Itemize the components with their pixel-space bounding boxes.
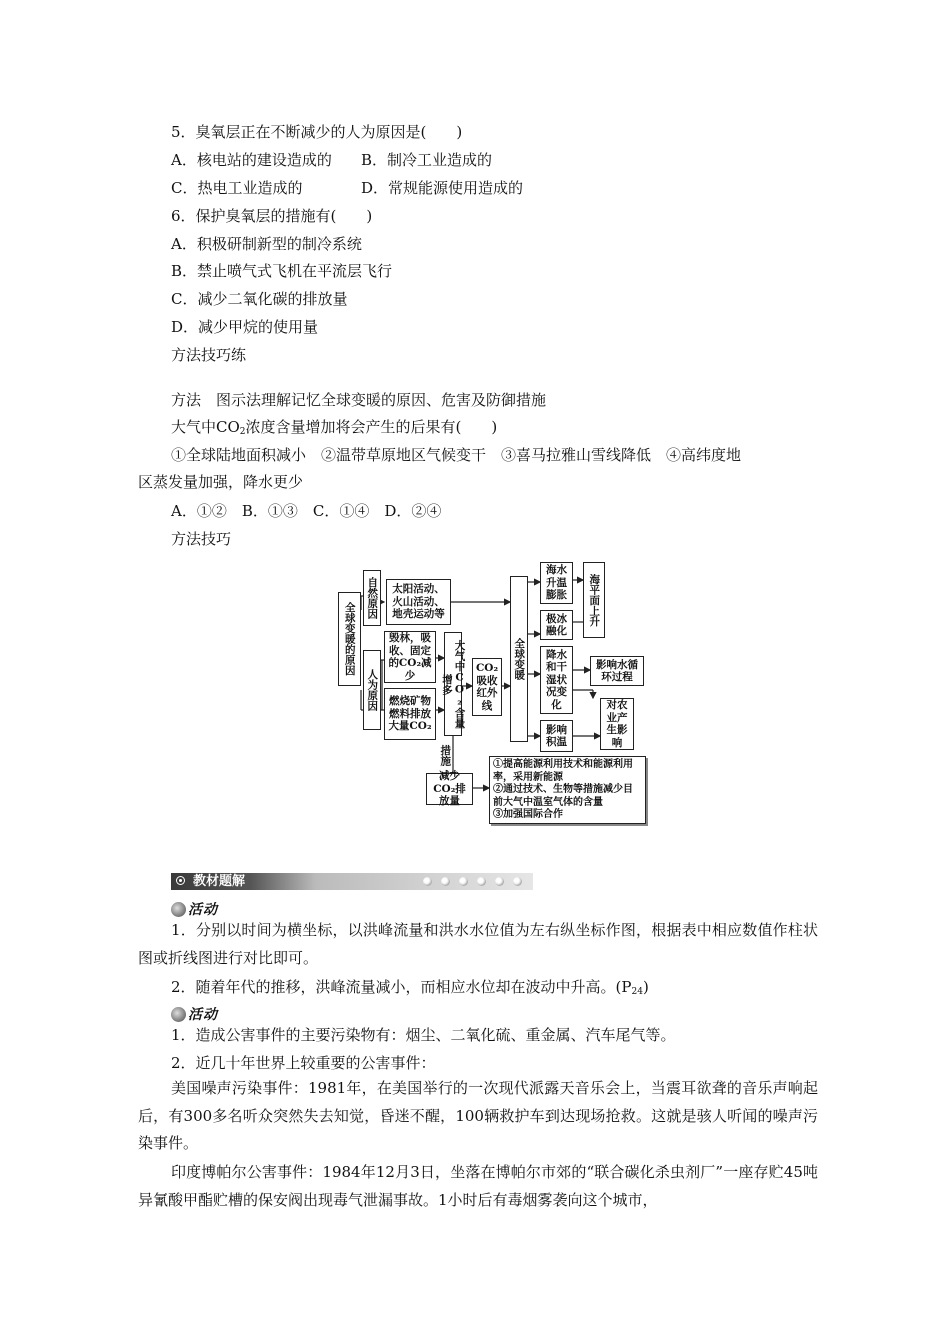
activity-label: 活动: [171, 1005, 218, 1023]
q6-option-c: C．减少二氧化碳的排放量: [171, 290, 348, 308]
dot-icon: [477, 877, 486, 886]
question-5: 5．臭氧层正在不断减少的人为原因是( ): [171, 123, 463, 141]
bhopal-event: 印度博帕尔公害事件：1984年12月3日，坐落在博帕尔市郊的“联合碳化杀虫剂厂”一座存贮45吨异氰酸甲酯贮槽的保安阀出现毒气泄漏事故。1小时后有毒烟雾袭向这个城市，: [138, 1163, 818, 1209]
section-bar: [171, 873, 533, 890]
method-choices: A．①② B．①③ C．①④ D．②④: [171, 502, 442, 520]
method-tips-label: 方法技巧: [171, 530, 232, 548]
section-title: 教材题解: [193, 874, 246, 889]
box-natural-causes: 自然原因: [363, 570, 381, 626]
box-global-causes: 全球变暖的原因: [338, 592, 361, 686]
q6-option-a: A．积极研制新型的制冷系统: [171, 235, 362, 253]
dot-icon: [513, 877, 522, 886]
box-seawater-expansion: 海水升温膨胀: [540, 562, 573, 604]
method-title: 方法 图示法理解记忆全球变暖的原因、危害及防御措施: [171, 391, 547, 409]
activity-label: 活动: [171, 900, 218, 918]
label-measures: 措施: [439, 744, 452, 766]
method-heading: 方法技巧练: [171, 346, 247, 364]
noise-pollution-event: 美国噪声污染事件：1981年，在美国举行的一次现代派露天音乐会上，当震耳欲聋的音乐声响起后，有300多名听众突然失去知觉，昏迷不醒，100辆救护车到达现场抢救。这就是骇人听闻的噪声污染事件。: [138, 1079, 818, 1152]
measure-3: ③加强国际合作: [493, 809, 563, 820]
box-sea-level-rise: 海平面上升: [583, 562, 605, 638]
box-polar-ice-melt: 极冰融化: [540, 610, 573, 640]
box-reduce-co2: 减少CO₂排放量: [426, 773, 473, 805]
q5-option-b: B．制冷工业造成的: [361, 151, 493, 169]
method-options-line2: 区蒸发量加强，降水更少: [138, 473, 304, 491]
box-deforestation: 毁林，吸收、固定的CO₂减少: [384, 631, 436, 683]
q5-option-a: A．核电站的建设造成的: [171, 151, 332, 169]
dot-icon: [495, 877, 504, 886]
activity-icon: [171, 902, 186, 917]
box-measures-list: [489, 756, 646, 824]
q6-option-d: D．减少甲烷的使用量: [171, 318, 319, 336]
box-water-cycle: 影响水循环过程: [590, 656, 644, 686]
method-options-line1: ①全球陆地面积减小 ②温带草原地区气候变干 ③喜马拉雅山雪线降低 ④高纬度地: [171, 446, 742, 464]
box-agriculture-impact: 对农业产生影响: [600, 698, 634, 750]
dot-icon: [423, 877, 432, 886]
global-warming-diagram: [338, 560, 650, 830]
q5-option-d: D．常规能源使用造成的: [361, 179, 524, 197]
measure-1: ①提高能源利用技术和能源利用率，采用新能源: [493, 759, 633, 783]
q5-option-c: C．热电工业造成的: [171, 179, 303, 197]
pollution-answer-1: 1．造成公害事件的主要污染物有：烟尘、二氧化硫、重金属、汽车尾气等。: [171, 1026, 676, 1044]
box-human-causes: 人为原因: [363, 650, 381, 730]
dot-icon: [459, 877, 468, 886]
question-6: 6．保护臭氧层的措施有( ): [171, 207, 373, 225]
dot-icon: [441, 877, 450, 886]
box-precipitation-change: 降水和干湿状况变化: [540, 646, 573, 714]
circle-bullet-icon: [176, 876, 185, 885]
box-natural-factors: 太阳活动、火山活动、地壳运动等: [386, 579, 451, 625]
method-question: 大气中$CO_2$浓度含量增加将会产生的后果有( ): [171, 418, 498, 437]
answer-1: 1．分别以时间为横坐标，以洪峰流量和洪水水位值为左右纵坐标作图，根据表中相应数值作柱状图或折线图进行对比即可。: [138, 921, 818, 967]
answer-2: 2．随着年代的推移，洪峰流量减小，而相应水位却在波动中升高。$(P_{24})$: [171, 978, 649, 997]
activity-icon: [171, 1007, 186, 1022]
box-burning-fuels: 燃烧矿物燃料排放大量CO₂: [384, 688, 436, 740]
box-accumulated-temperature: 影响积温: [540, 720, 573, 752]
box-co2-absorbs-infrared: CO₂吸收红外线: [472, 658, 502, 716]
measure-2: ②通过技术、生物等措施减少目前大气中温室气体的含量: [493, 784, 633, 808]
pollution-answer-2: 2．近几十年世界上较重要的公害事件：: [171, 1054, 436, 1072]
q6-option-b: B．禁止喷气式飞机在平流层飞行: [171, 262, 393, 280]
box-atmospheric-co2: 大气中CO₂含量增多: [444, 632, 462, 736]
box-global-warming: 全球变暖: [510, 576, 528, 742]
